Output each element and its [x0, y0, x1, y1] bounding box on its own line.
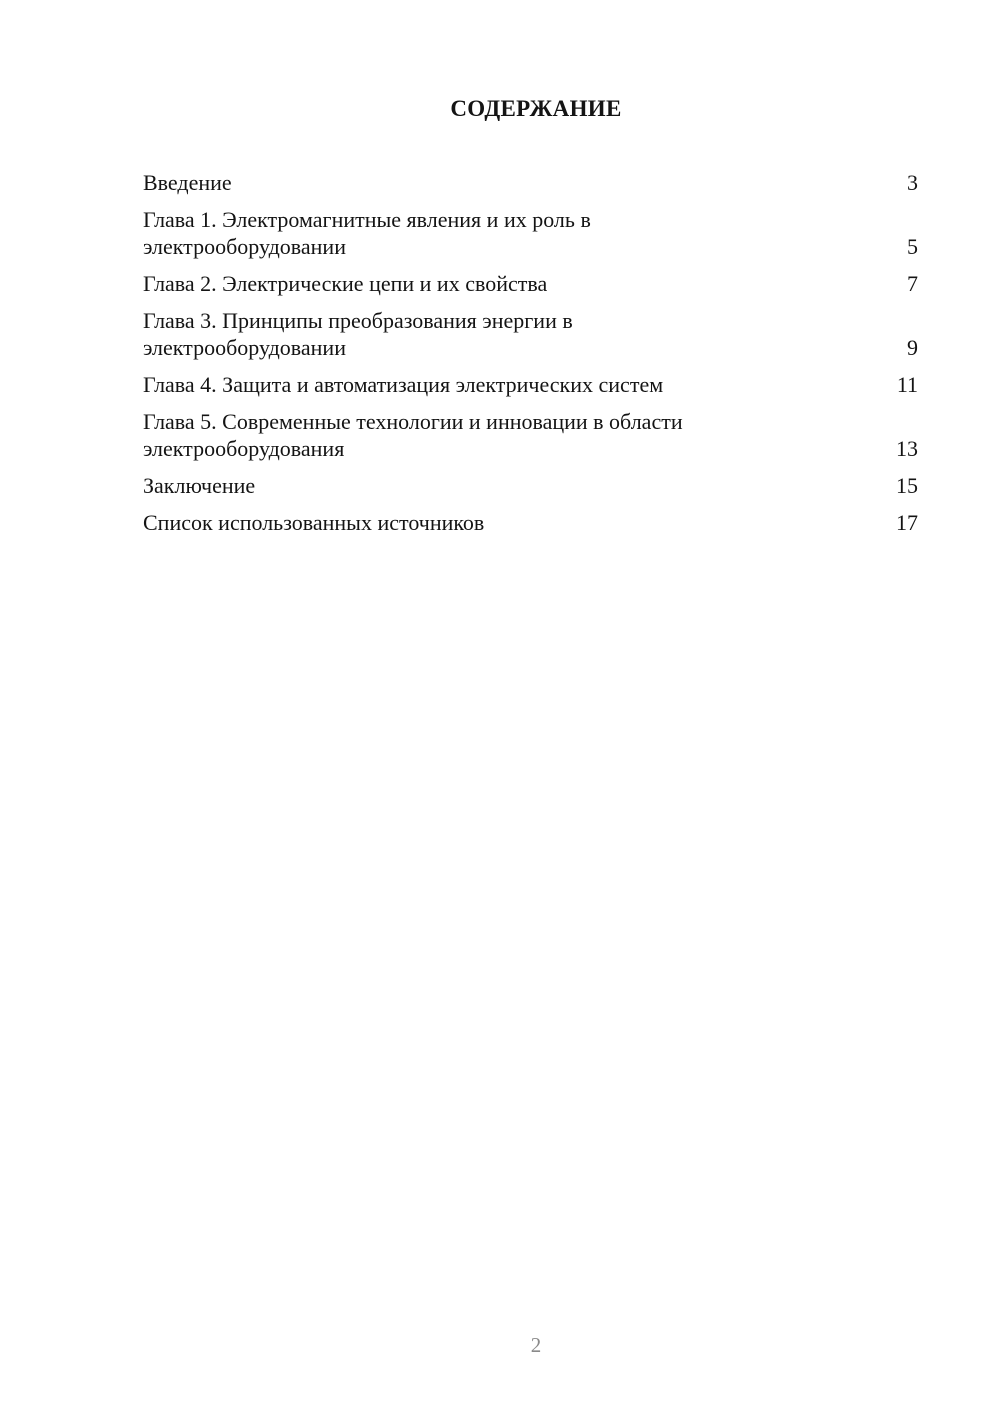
toc-entry-page: 7: [907, 271, 918, 296]
toc-entry-page: 11: [896, 372, 918, 397]
toc-entry-text: Глава 4. Защита и автоматизация электрических систем: [143, 372, 664, 397]
toc-entry: [143, 472, 918, 499]
toc-entry-text: Глава 1. Электромагнитные явления и их роль в электрооборудовании: [143, 207, 591, 259]
page-number: 2: [530, 1333, 542, 1357]
toc-entry: [143, 206, 918, 260]
table-of-contents: [143, 169, 918, 546]
toc-entry: [143, 270, 918, 297]
toc-entry-page: 5: [907, 234, 918, 259]
toc-entry-text: Введение: [143, 170, 232, 195]
toc-entry: [143, 371, 918, 398]
toc-entry: [143, 408, 918, 462]
toc-entry-text: Глава 2. Электрические цепи и их свойства: [143, 271, 548, 296]
toc-entry-text: Список использованных источников: [143, 510, 485, 535]
toc-entry-page: 3: [907, 170, 918, 195]
toc-entry-page: 9: [907, 335, 918, 360]
toc-entry-text: Заключение: [143, 473, 256, 498]
toc-entry: [143, 307, 918, 361]
toc-entry-text: Глава 5. Современные технологии и инновации в области электрооборудования: [143, 409, 683, 461]
toc-entry: [143, 169, 918, 196]
toc-entry-page: 15: [896, 473, 918, 498]
toc-entry-page: 13: [896, 436, 918, 461]
toc-entry-text: Глава 3. Принципы преобразования энергии в электрооборудовании: [143, 308, 573, 360]
toc-entry-page: 17: [896, 510, 918, 535]
toc-entry: [143, 509, 918, 536]
page-title: СОДЕРЖАНИЕ: [450, 96, 622, 121]
